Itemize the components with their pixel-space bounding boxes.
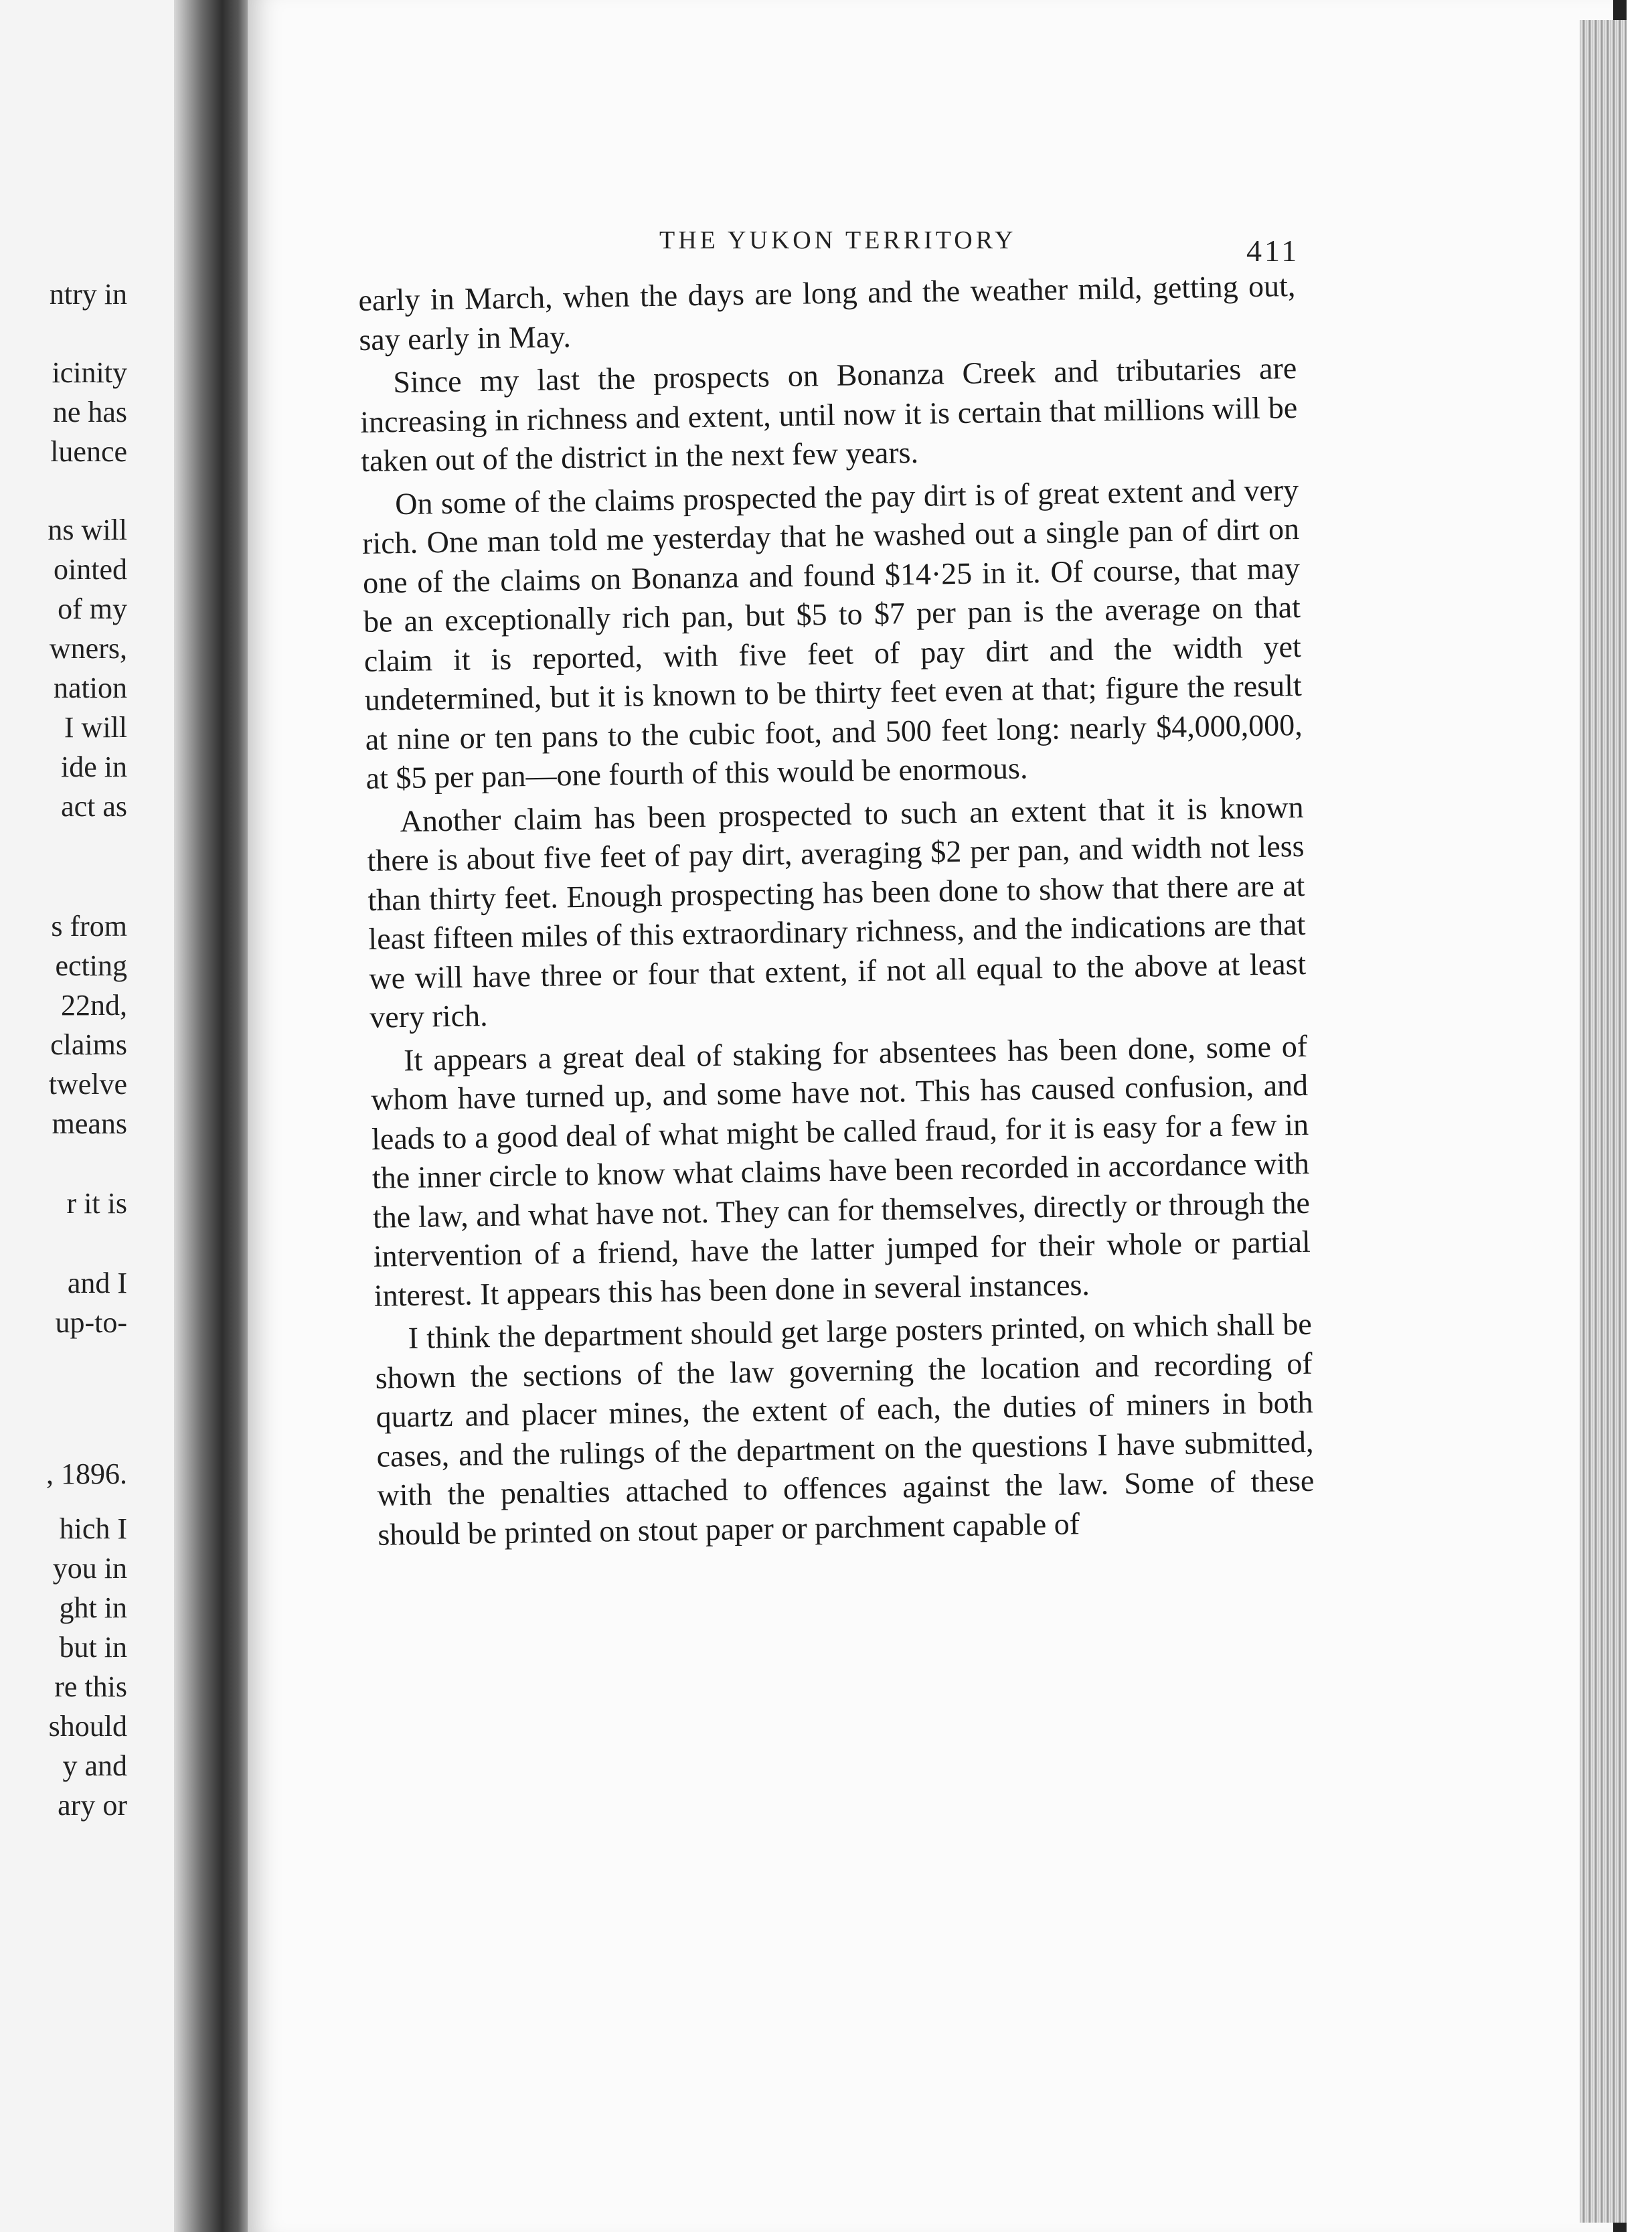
left-page-line: hich I [59, 1512, 127, 1545]
left-page-line: and I [67, 1267, 127, 1299]
left-page-line: wners, [49, 632, 127, 665]
left-page-line: luence [50, 435, 127, 468]
book-gutter [174, 0, 254, 2232]
paragraph: It appears a great deal of staking for absentees has been done, some of whom have turned up, and some have not. This has caused confusion, and leads to a good deal of what might be called fraud, for it is easy for a few in the inner circle to know what claims have been recorded in accordance with the law, and what have not. They can for themselves, directly or through the intervention of a friend, have the latter jumped for their whole or partial interest. It appears this has been done in several instances. [370, 1028, 1311, 1313]
left-page-line: ary or [58, 1789, 127, 1822]
page-edges [1580, 20, 1627, 2223]
left-page-text-column [0, 0, 127, 2232]
left-page-line: y and [62, 1749, 127, 1782]
left-page-line: twelve [48, 1068, 127, 1101]
page-number: 411 [1246, 234, 1300, 268]
left-page-line: you in [52, 1552, 127, 1585]
left-page-line: r it is [66, 1187, 127, 1220]
left-page-line: of my [58, 592, 127, 625]
left-page-line: nation [54, 671, 127, 704]
left-page-line: ointed [54, 553, 127, 586]
paragraph: Since my last the prospects on Bonanza Creek and tributaries are increasing in richness and extent, until now it is certain that millions will be taken out of the district in the next few years. [359, 350, 1298, 478]
left-page-line: ide in [61, 750, 127, 783]
left-page-line: s from [51, 910, 127, 943]
paragraph: On some of the claims prospected the pay dirt is of great extent and very rich. One man told me yesterday that he washed out a single pan of dirt on one of the claims on Bonanza and found $14·25 in it. Of course, that may be an exceptionally rich pan, but $5 to $7 per pan is the average on that claim it is reported, with five feet of pay dirt and the width yet undetermined, but it is known to be thirty feet even at that; figure the result at nine or ten pans to the cubic foot, and 500 feet long: nearly $4,000,000, at $5 per pan—one fourth of this would be enormous. [361, 472, 1303, 795]
left-page-line: ntry in [49, 278, 127, 311]
left-page-line: , 1896. [46, 1457, 127, 1490]
running-head: THE YUKON TERRITORY [659, 226, 1017, 254]
left-page-line: should [48, 1710, 127, 1743]
left-page-line: 22nd, [61, 989, 127, 1022]
left-page-line: means [52, 1107, 127, 1140]
left-page-line: but in [59, 1631, 127, 1664]
paragraph: early in March, when the days are long and the weather mild, getting out, say early in May. [358, 268, 1296, 357]
left-page-line: ne has [52, 396, 127, 428]
page-body [358, 266, 1315, 1559]
left-page-line: I will [64, 711, 127, 744]
left-page-line: re this [54, 1670, 127, 1703]
left-page-line: act as [61, 790, 127, 823]
left-page-line: claims [50, 1028, 127, 1061]
left-page-line: ght in [59, 1591, 127, 1624]
left-page-line: ns will [48, 513, 127, 546]
scan-background [1627, 0, 1652, 2232]
paragraph: Another claim has been prospected to such an extent that it is known there is about five feet of pay dirt, averaging $2 per pan, and width not less than thirty feet. Enough prospecting has been done to show that there are at least fifteen miles of this extraordinary richness, and the indications are that we will have three or four that extent, if not all equal to the above at least very rich. [367, 789, 1307, 1034]
left-page-line: up-to- [55, 1306, 127, 1339]
left-page-line: ecting [55, 949, 127, 982]
paragraph: I think the department should get large posters printed, on which shall be shown the sections of the law governing the location and recording of quartz and placer mines, the extent of each, the duties of miners in both cases, and the rulings of the department on the questions I have submitted, with the penalties attached to offences against the law. Some of these should be printed on stout paper or parchment capable of [375, 1306, 1315, 1552]
left-page-line: icinity [52, 356, 127, 389]
